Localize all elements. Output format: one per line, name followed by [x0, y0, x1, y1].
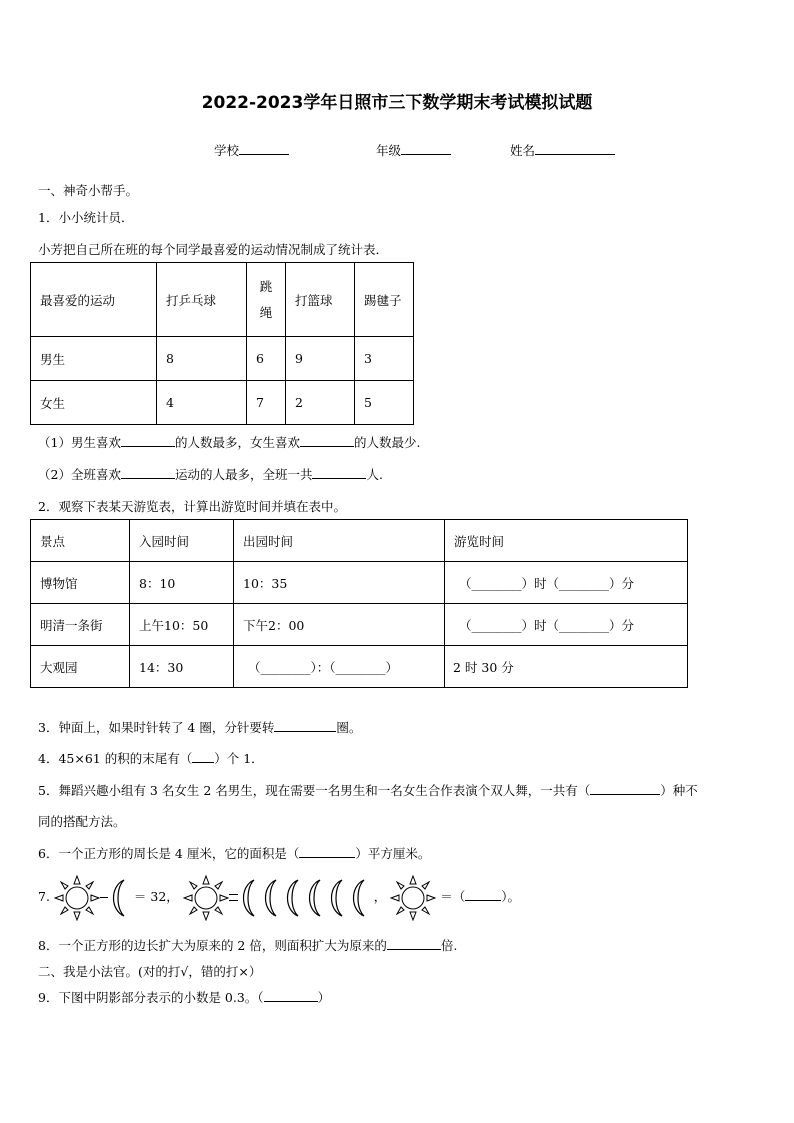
sun-icon: [183, 875, 229, 921]
q1-sub1-text: 的人数最少.: [353, 435, 421, 450]
table-header-cell: 打篮球: [286, 263, 355, 337]
name-field: [510, 141, 615, 159]
q1-title: 1．小小统计员．: [38, 210, 134, 225]
q3-text: 3．钟面上，如果时针转了 4 圈，分针要转: [38, 720, 275, 735]
moon-icon: [108, 878, 130, 918]
table-cell: 8: [157, 337, 247, 381]
q7: [38, 872, 520, 922]
q1-sub2-text: 运动的人最多，全班一共: [174, 467, 313, 482]
table-row: [31, 646, 688, 688]
q3-text: 圈。: [336, 720, 362, 735]
table-cell[interactable]: （________）：（________）: [234, 646, 445, 688]
moon-icon: [326, 878, 348, 918]
table-cell: 5: [355, 381, 414, 425]
q7-comma: ，: [373, 889, 387, 904]
answer-blank[interactable]: [121, 433, 175, 447]
q9: [38, 988, 330, 1006]
table-header-cell: 打乒乓球: [157, 263, 247, 337]
sun-icon: [390, 875, 436, 921]
section-1-heading: 一、神奇小帮手。: [38, 183, 139, 198]
table-header-cell: 景点: [31, 520, 130, 562]
q7-equation-3: ＝（: [440, 889, 466, 904]
q8-text: 8．一个正方形的边长扩大为原来的 2 倍，则面积扩大为原来的: [38, 938, 387, 953]
name-blank[interactable]: [535, 141, 615, 155]
q1-sub2: [38, 465, 383, 483]
school-field: [214, 141, 289, 159]
moon-icon: [348, 878, 370, 918]
q1-sub2-text: （2）全班喜欢: [38, 467, 121, 482]
q8-text: 倍.: [440, 938, 458, 953]
table-cell: 6: [247, 337, 286, 381]
table-cell: 大观园: [31, 646, 130, 688]
moon-icon: [282, 878, 304, 918]
q1-sub1: [38, 433, 420, 451]
name-label: 姓名: [510, 143, 536, 158]
moon-icon: [260, 878, 282, 918]
answer-blank[interactable]: [590, 781, 660, 795]
table-header-cell: 出园时间: [234, 520, 445, 562]
q5-text: ）种不: [660, 783, 698, 798]
grade-label: 年级: [376, 143, 402, 158]
table-row: [31, 562, 688, 604]
table-row: [31, 604, 688, 646]
q9-text: ）: [317, 990, 331, 1005]
table-cell: 7: [247, 381, 286, 425]
q4-text: 4．45×61 的积的末尾有（: [38, 751, 193, 766]
q1-sub2-text: 人.: [366, 467, 383, 482]
sun-icon: [54, 875, 100, 921]
minus-sign: [100, 897, 108, 898]
table-header-row: [31, 263, 414, 337]
sports-table: [30, 262, 414, 425]
table-row: [31, 381, 414, 425]
q9-text: 9．下图中阴影部分表示的小数是 0.3。（: [38, 990, 264, 1005]
table-header-cell: 踢毽子: [355, 263, 414, 337]
school-label: 学校: [214, 143, 240, 158]
q3: [38, 718, 361, 736]
table-header-cell: 最喜爱的运动: [31, 263, 157, 337]
q6: [38, 844, 430, 862]
table-cell: 上午10：50: [130, 604, 234, 646]
moon-icon: [238, 878, 260, 918]
answer-blank[interactable]: [465, 887, 501, 901]
table-cell: 3: [355, 337, 414, 381]
answer-blank[interactable]: [274, 718, 336, 732]
grade-blank[interactable]: [401, 141, 451, 155]
section-2-heading: 二、我是小法官。(对的打√，错的打×）: [38, 964, 262, 979]
table-cell: 4: [157, 381, 247, 425]
answer-blank[interactable]: [387, 936, 441, 950]
q1-sub1-text: 的人数最多，女生喜欢: [174, 435, 300, 450]
q7-equation-3: ）。: [501, 889, 521, 904]
q5-text: 5．舞蹈兴趣小组有 3 名女生 2 名男生，现在需要一名男生和一名女生合作表演个双人舞，一共有（: [38, 783, 591, 798]
q4: [38, 749, 264, 767]
table-cell: 2 时 30 分: [445, 646, 688, 688]
q1-intro: 小芳把自己所在班的每个同学最喜爱的运动情况制成了统计表．: [38, 242, 389, 257]
table-cell: 下午2：00: [234, 604, 445, 646]
grade-field: [376, 141, 451, 159]
q6-text: ）平方厘米。: [355, 846, 431, 861]
visit-table: [30, 519, 688, 688]
q5-line2: 同的搭配方法。: [38, 814, 126, 829]
table-cell: 14：30: [130, 646, 234, 688]
table-cell[interactable]: （________）时（________）分: [445, 604, 688, 646]
table-header-row: [31, 520, 688, 562]
table-cell: 9: [286, 337, 355, 381]
table-cell: 男生: [31, 337, 157, 381]
answer-blank[interactable]: [121, 465, 175, 479]
table-cell: 8：10: [130, 562, 234, 604]
equals-sign: [229, 894, 238, 901]
answer-blank[interactable]: [300, 433, 354, 447]
q8: [38, 936, 457, 954]
table-cell: 2: [286, 381, 355, 425]
q7-equation-1: ＝ 32，: [133, 889, 179, 904]
page-title: 2022-2023学年日照市三下数学期末考试模拟试题: [201, 93, 593, 113]
table-cell: 10：35: [234, 562, 445, 604]
table-cell: 博物馆: [31, 562, 130, 604]
q4-text: ）个 1．: [214, 751, 264, 766]
answer-blank[interactable]: [192, 749, 214, 763]
q1-sub1-text: （1）男生喜欢: [38, 435, 121, 450]
answer-blank[interactable]: [264, 988, 318, 1002]
school-blank[interactable]: [239, 141, 289, 155]
q6-text: 6．一个正方形的周长是 4 厘米，它的面积是（: [38, 846, 300, 861]
table-header-cell: 入园时间: [130, 520, 234, 562]
table-header-cell: 跳绳: [247, 263, 286, 337]
answer-blank[interactable]: [299, 844, 355, 858]
table-cell: 明清一条街: [31, 604, 130, 646]
answer-blank[interactable]: [312, 465, 366, 479]
table-row: [31, 337, 414, 381]
q5-line1: [38, 781, 698, 799]
table-cell[interactable]: （________）时（________）分: [445, 562, 688, 604]
q2-title: 2．观察下表某天游览表，计算出游览时间并填在表中。: [38, 499, 346, 514]
q7-number: 7.: [38, 889, 50, 904]
moon-icon: [304, 878, 326, 918]
table-header-cell: 游览时间: [445, 520, 688, 562]
table-cell: 女生: [31, 381, 157, 425]
